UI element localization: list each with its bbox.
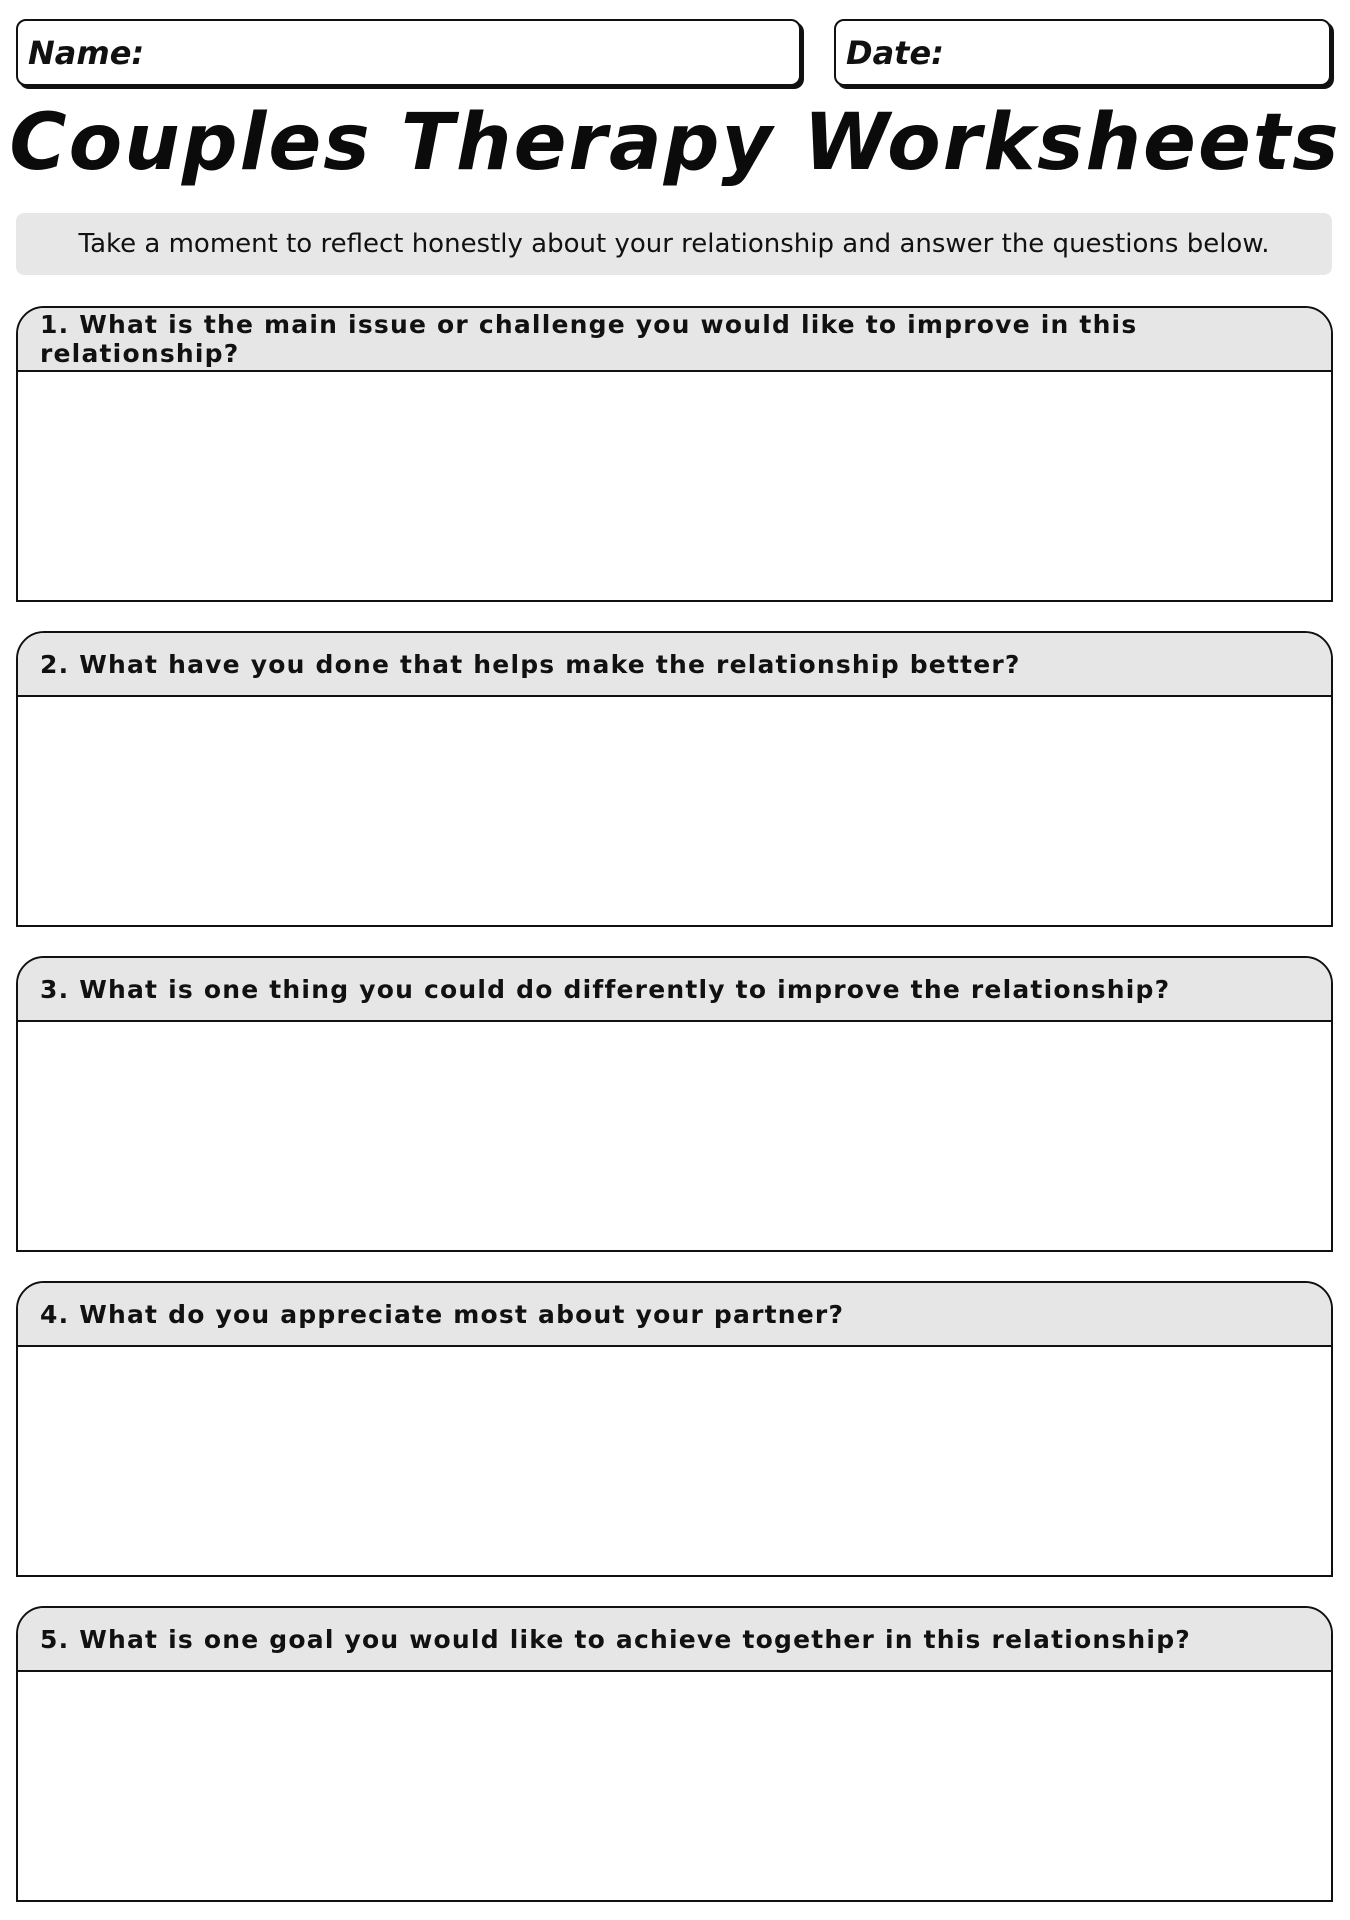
name-label: Name:	[28, 33, 145, 72]
question-4-text: 4. What do you appreciate most about your partner?	[18, 1283, 1331, 1347]
question-box-4	[16, 1281, 1333, 1577]
answer-area-3[interactable]	[18, 1022, 1331, 1250]
instructions-banner: Take a moment to reflect honestly about your relationship and answer the questions below.	[16, 213, 1332, 275]
question-2-text: 2. What have you done that helps make the relationship better?	[18, 633, 1331, 697]
question-1-text: 1. What is the main issue or challenge you would like to improve in this relationship?	[18, 308, 1331, 372]
answer-area-4[interactable]	[18, 1347, 1331, 1575]
question-5-text: 5. What is one goal you would like to achieve together in this relationship?	[18, 1608, 1331, 1672]
question-3-text: 3. What is one thing you could do differently to improve the relationship?	[18, 958, 1331, 1022]
page-title: Couples Therapy Worksheets	[9, 98, 1341, 188]
question-box-2	[16, 631, 1333, 927]
date-label: Date:	[846, 33, 944, 72]
question-box-1	[16, 306, 1333, 602]
answer-area-2[interactable]	[18, 697, 1331, 925]
name-field[interactable]	[16, 19, 801, 86]
question-box-3	[16, 956, 1333, 1252]
date-field[interactable]	[834, 19, 1331, 86]
question-box-5	[16, 1606, 1333, 1902]
answer-area-5[interactable]	[18, 1672, 1331, 1900]
answer-area-1[interactable]	[18, 372, 1331, 600]
